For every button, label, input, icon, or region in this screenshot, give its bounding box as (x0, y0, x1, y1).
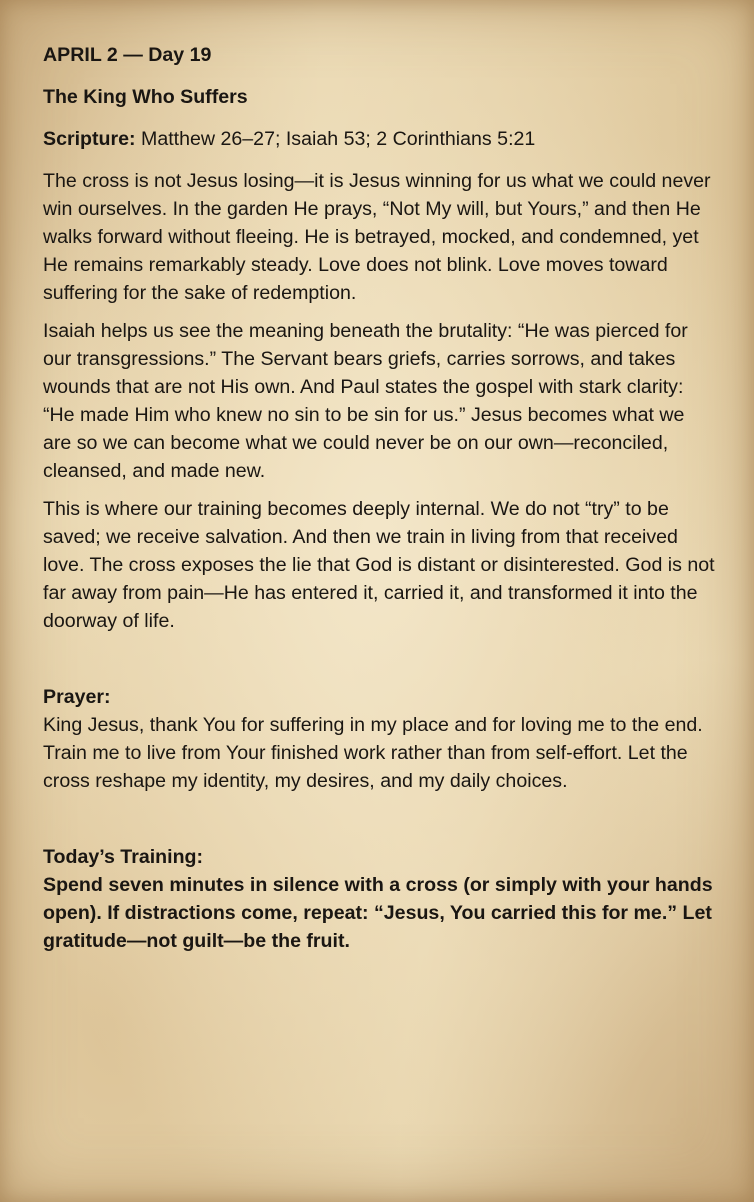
scripture-refs: Matthew 26–27; Isaiah 53; 2 Corinthians 5:21 (141, 128, 536, 150)
date-heading: APRIL 2 — Day 19 (43, 44, 212, 66)
body-paragraph: The cross is not Jesus losing—it is Jesus winning for us what we could never win ourselves. In the garden He prays, “Not My will, but Yours,” and then He walks forward without fleeing. He is betrayed, mocked, and condemned, yet He remains remarkably steady. Love does not blink. Love moves toward suffering for the sake of redemption. (43, 170, 711, 304)
prayer-section (43, 683, 715, 795)
devotional-title: The King Who Suffers (43, 86, 248, 108)
training-section (43, 843, 715, 955)
prayer-text: King Jesus, thank You for suffering in my place and for loving me to the end. Train me to live from Your finished work rather than from self-effort. Let the cross reshape my identity, my desires, and my daily choices. (43, 714, 703, 792)
training-text: Spend seven minutes in silence with a cross (or simply with your hands open). If distractions come, repeat: “Jesus, You carried this for me.” Let gratitude—not guilt—be the fruit. (43, 874, 713, 952)
prayer-heading: Prayer: (43, 686, 111, 708)
training-heading: Today’s Training: (43, 846, 204, 868)
devotional-page (43, 41, 715, 955)
body-paragraph: Isaiah helps us see the meaning beneath the brutality: “He was pierced for our transgressions.” The Servant bears griefs, carries sorrows, and takes wounds that are not His own. And Paul states the gospel with stark clarity: “He made Him who knew no sin to be sin for us.” Jesus becomes what we are so we can become what we could never be on our own—reconciled, cleansed, and made new. (43, 320, 688, 482)
scripture-line (43, 125, 715, 153)
body-paragraph: This is where our training becomes deeply internal. We do not “try” to be saved; we receive salvation. And then we train in living from that received love. The cross exposes the lie that God is distant or disinterested. God is not far away from pain—He has entered it, carried it, and transformed it into the doorway of life. (43, 498, 715, 632)
scripture-label: Scripture: (43, 128, 136, 150)
